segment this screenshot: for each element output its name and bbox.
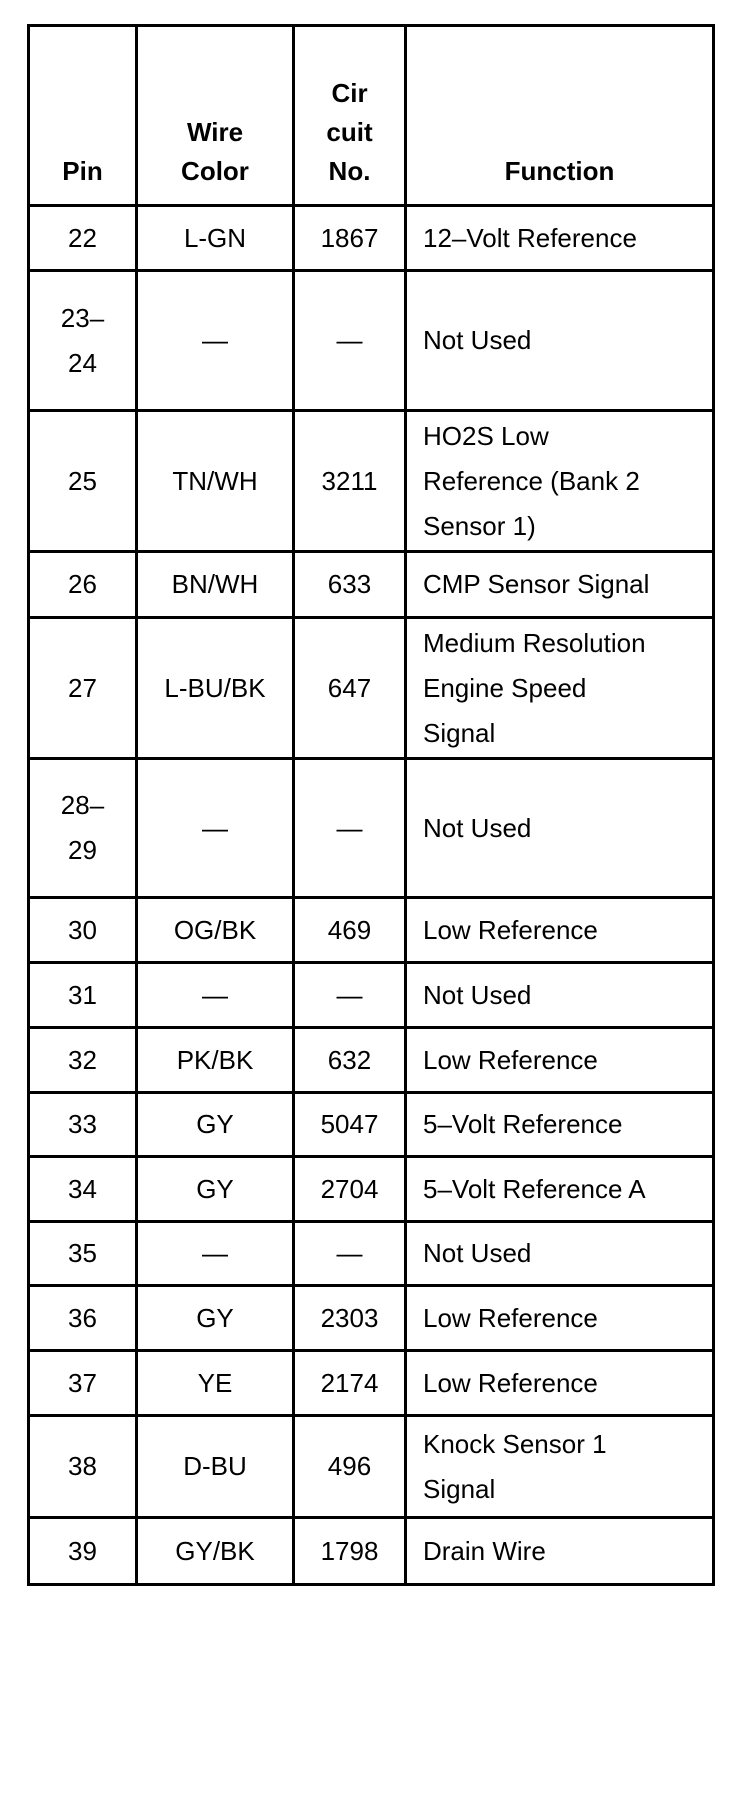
wire-color-cell: D-BU	[137, 1416, 294, 1518]
function-cell	[406, 1093, 714, 1157]
pin-value: 31	[68, 979, 97, 1010]
circuit-no-cell: 5047	[294, 1093, 406, 1157]
wire-color-cell: BN/WH	[137, 552, 294, 618]
header-wire-color-line: Wire	[186, 117, 244, 147]
function-cell	[406, 411, 714, 552]
pin-value: 37	[68, 1367, 97, 1398]
pin-value: 22	[68, 222, 97, 253]
pin-cell	[29, 1157, 137, 1222]
circuit-no-cell: 632	[294, 1028, 406, 1093]
wire-color-cell: YE	[137, 1351, 294, 1416]
table-row	[29, 963, 714, 1028]
pin-value: 27	[68, 672, 97, 703]
table-row	[29, 206, 714, 271]
header-circuit-no-line: Cir	[331, 78, 368, 108]
table-row	[29, 1093, 714, 1157]
function-line: 12–Volt Reference	[423, 222, 637, 253]
pin-value: 33	[68, 1109, 97, 1139]
function-cell	[406, 1157, 714, 1222]
function-line: 5–Volt Reference A	[423, 1173, 646, 1204]
pin-value: 30	[68, 914, 97, 945]
table-row	[29, 1222, 714, 1286]
pin-cell	[29, 1518, 137, 1585]
circuit-no-cell: 496	[294, 1416, 406, 1518]
pin-cell	[29, 1093, 137, 1157]
wire-color-cell: L-GN	[137, 206, 294, 271]
pin-value: 36	[68, 1302, 97, 1333]
circuit-no-cell: —	[294, 1222, 406, 1286]
function-line: Low Reference	[423, 914, 598, 945]
wire-color-cell: GY/BK	[137, 1518, 294, 1585]
pin-cell	[29, 963, 137, 1028]
table-row	[29, 759, 714, 898]
function-cell	[406, 759, 714, 898]
function-cell	[406, 898, 714, 963]
pin-value: 28–	[60, 790, 105, 820]
wire-color-cell: —	[137, 759, 294, 898]
function-cell	[406, 206, 714, 271]
function-cell	[406, 271, 714, 411]
circuit-no-cell: 1867	[294, 206, 406, 271]
function-line: CMP Sensor Signal	[423, 569, 650, 599]
wire-color-cell: L-BU/BK	[137, 618, 294, 759]
header-circuit-no	[294, 26, 406, 206]
table-row	[29, 1157, 714, 1222]
pin-cell	[29, 1028, 137, 1093]
header-pin: Pin	[29, 26, 137, 206]
function-line: Not Used	[423, 812, 532, 843]
pin-value: 23–	[60, 302, 105, 333]
function-line: Signal	[423, 1473, 496, 1504]
function-line: 5–Volt Reference	[423, 1109, 623, 1139]
function-line: Engine Speed	[423, 672, 587, 703]
table-row	[29, 1416, 714, 1518]
function-line: Low Reference	[423, 1302, 598, 1333]
function-line: Signal	[423, 717, 496, 748]
wire-color-cell: OG/BK	[137, 898, 294, 963]
header-row	[29, 26, 714, 206]
function-line: Not Used	[423, 979, 532, 1010]
pin-rows	[29, 206, 714, 1585]
pin-value: 35	[68, 1238, 97, 1268]
pin-value: 32	[68, 1044, 97, 1075]
pin-value: 25	[68, 465, 97, 496]
function-cell	[406, 1286, 714, 1351]
function-line: Low Reference	[423, 1044, 598, 1075]
function-line: Not Used	[423, 1238, 532, 1268]
pin-cell	[29, 1416, 137, 1518]
wire-color-cell: GY	[137, 1286, 294, 1351]
pin-cell	[29, 411, 137, 552]
circuit-no-cell: 633	[294, 552, 406, 618]
function-line: Reference (Bank 2	[423, 465, 640, 496]
circuit-no-cell: 469	[294, 898, 406, 963]
header-wire-color	[137, 26, 294, 206]
function-line: Medium Resolution	[423, 627, 646, 658]
pin-cell	[29, 1351, 137, 1416]
header-circuit-no-line: cuit	[326, 117, 373, 147]
circuit-no-cell: 2174	[294, 1351, 406, 1416]
pin-cell	[29, 1222, 137, 1286]
function-cell	[406, 1222, 714, 1286]
table-row	[29, 1518, 714, 1585]
table-row	[29, 1286, 714, 1351]
header-circuit-no-line: No.	[328, 156, 371, 186]
pin-value: 29	[68, 835, 97, 865]
function-line: Sensor 1)	[423, 510, 536, 541]
header-function: Function	[406, 26, 714, 206]
wire-color-cell: GY	[137, 1157, 294, 1222]
pin-cell	[29, 552, 137, 618]
table-row	[29, 1028, 714, 1093]
wire-color-cell: PK/BK	[137, 1028, 294, 1093]
header-wire-color-line: Color	[181, 156, 249, 186]
circuit-no-cell: 647	[294, 618, 406, 759]
circuit-no-cell: —	[294, 963, 406, 1028]
wire-color-cell: GY	[137, 1093, 294, 1157]
circuit-no-cell: —	[294, 271, 406, 411]
pin-cell	[29, 898, 137, 963]
function-line: HO2S Low	[423, 420, 549, 451]
function-cell	[406, 552, 714, 618]
function-cell	[406, 1351, 714, 1416]
circuit-no-cell: 1798	[294, 1518, 406, 1585]
function-cell	[406, 963, 714, 1028]
function-line: Drain Wire	[423, 1535, 546, 1566]
function-line: Not Used	[423, 325, 532, 355]
pin-cell	[29, 618, 137, 759]
function-line: Knock Sensor 1	[423, 1428, 607, 1459]
circuit-no-cell: 2704	[294, 1157, 406, 1222]
function-cell	[406, 618, 714, 759]
circuit-no-cell: —	[294, 759, 406, 898]
wire-color-cell: —	[137, 271, 294, 411]
function-line: Low Reference	[423, 1367, 598, 1398]
function-cell	[406, 1416, 714, 1518]
table-row	[29, 1351, 714, 1416]
wire-color-cell: TN/WH	[137, 411, 294, 552]
function-cell	[406, 1518, 714, 1585]
table-row	[29, 552, 714, 618]
wire-color-cell: —	[137, 963, 294, 1028]
table-row	[29, 271, 714, 411]
pin-value: 34	[68, 1173, 97, 1204]
pin-cell	[29, 759, 137, 898]
table-row	[29, 411, 714, 552]
pin-value: 38	[68, 1451, 97, 1481]
function-cell	[406, 1028, 714, 1093]
pin-cell	[29, 206, 137, 271]
pin-cell	[29, 271, 137, 411]
wire-color-cell: —	[137, 1222, 294, 1286]
pin-value: 24	[68, 347, 97, 378]
pin-cell	[29, 1286, 137, 1351]
circuit-no-cell: 2303	[294, 1286, 406, 1351]
table-row	[29, 618, 714, 759]
pin-value: 26	[68, 569, 97, 599]
table-row	[29, 898, 714, 963]
pin-table	[27, 24, 715, 1586]
circuit-no-cell: 3211	[294, 411, 406, 552]
pin-value: 39	[68, 1535, 97, 1566]
